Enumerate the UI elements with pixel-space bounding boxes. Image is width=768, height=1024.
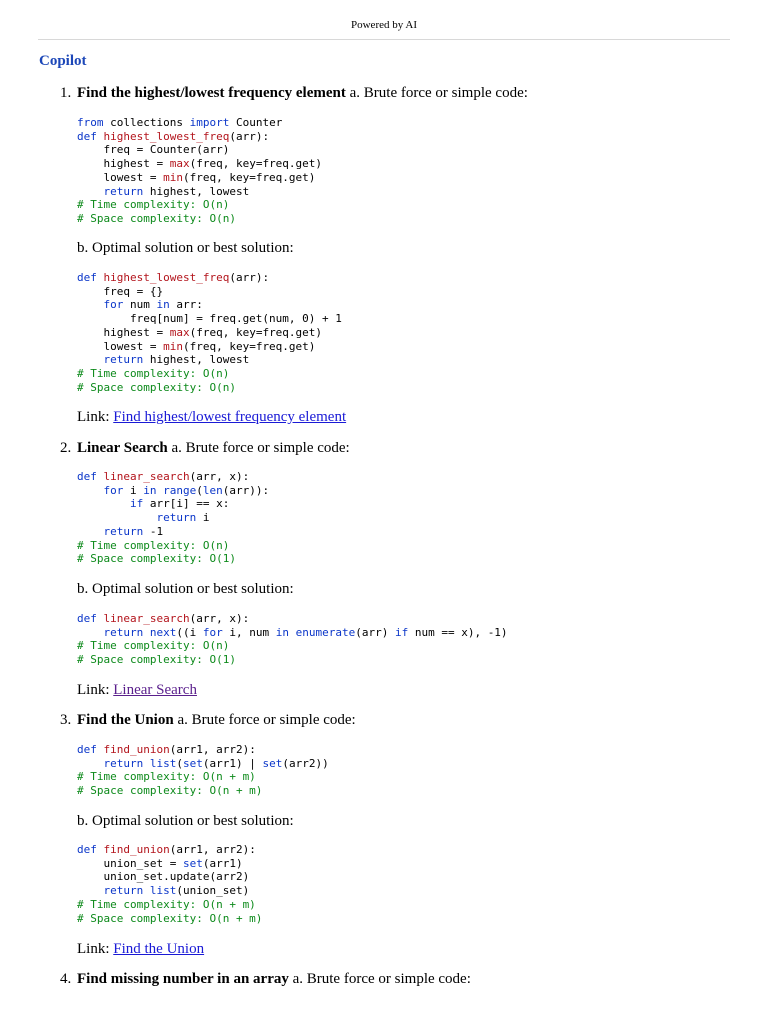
code-keyword: return: [156, 511, 197, 525]
brand-title: Copilot: [39, 53, 87, 69]
code-comment: # Space complexity: O(1): [77, 552, 236, 566]
code-text: freq = {}: [77, 284, 164, 298]
code-text: union_set.update(arr2): [77, 870, 250, 884]
code-keyword: def: [77, 612, 97, 625]
code-text: [143, 626, 150, 639]
item-title: Linear Search: [77, 440, 168, 456]
code-comment: # Space complexity: O(1): [77, 653, 236, 667]
code-keyword: in: [156, 298, 170, 312]
code-text: collections: [103, 116, 190, 129]
code-function: linear_search: [103, 612, 190, 625]
code-comment: # Time complexity: O(n + m): [77, 897, 256, 911]
item-4-heading: [60, 970, 471, 988]
code-text: [77, 484, 104, 497]
code-comment: # Space complexity: O(n + m): [77, 911, 263, 925]
code-text: [77, 185, 104, 198]
code-text: [97, 130, 104, 143]
code-keyword: import: [189, 116, 230, 129]
code-line: [77, 843, 256, 856]
code-keyword: list: [149, 884, 177, 898]
code-text: Counter: [229, 116, 283, 129]
code-line: [77, 340, 315, 353]
code-text: (freq, key=freq.get): [189, 157, 323, 171]
brute-force-label: a. Brute force or simple code:: [345, 85, 528, 101]
code-text: highest =: [77, 157, 170, 171]
code-line: [77, 367, 229, 380]
code-text: [97, 271, 104, 284]
code-line: [77, 912, 262, 925]
code-keyword: for: [103, 483, 124, 497]
code-keyword: return: [103, 884, 144, 898]
code-line: [77, 116, 282, 129]
code-block: [77, 470, 269, 566]
code-line: [77, 298, 203, 311]
code-text: [77, 757, 104, 770]
code-keyword: return: [103, 184, 144, 198]
code-line: [77, 353, 249, 366]
code-line: [77, 130, 269, 143]
code-text: [143, 884, 150, 897]
code-keyword: next: [149, 625, 177, 639]
code-text: (union_set): [176, 884, 250, 898]
code-line: [77, 497, 229, 510]
code-text: (freq, key=freq.get): [182, 170, 316, 184]
code-text: (: [196, 483, 203, 497]
code-text: -1: [143, 524, 164, 538]
code-function: min: [163, 339, 183, 353]
code-text: [97, 612, 104, 625]
code-text: (arr): [355, 625, 395, 639]
code-text: (arr2)): [282, 756, 329, 770]
code-line: [77, 198, 229, 211]
code-keyword: range: [163, 483, 197, 497]
code-keyword: set: [183, 756, 203, 770]
code-line: [77, 157, 322, 170]
brute-force-label: a. Brute force or simple code:: [288, 971, 471, 987]
code-keyword: return: [103, 353, 144, 367]
code-line: [77, 784, 262, 797]
code-keyword: set: [182, 856, 203, 870]
code-line: [77, 743, 256, 756]
code-text: [289, 626, 296, 639]
code-line: [77, 857, 243, 870]
link-line: [77, 408, 346, 426]
item-number: 1.: [60, 85, 72, 101]
code-line: [77, 552, 236, 565]
code-keyword: set: [262, 756, 283, 770]
code-line: [77, 143, 229, 156]
code-text: (arr):: [229, 271, 270, 284]
code-keyword: return: [103, 524, 144, 538]
code-line: [77, 171, 315, 184]
code-comment: # Time complexity: O(n): [77, 366, 230, 380]
code-keyword: def: [77, 843, 97, 856]
code-line: [77, 639, 229, 652]
brute-force-label: a. Brute force or simple code:: [173, 712, 356, 728]
code-comment: # Time complexity: O(n): [77, 538, 230, 552]
code-text: (arr)):: [222, 483, 270, 497]
code-text: highest, lowest: [143, 184, 250, 198]
code-text: (arr1, arr2):: [169, 743, 256, 756]
powered-by-text: Powered by AI: [351, 19, 417, 31]
optimal-label: b. Optimal solution or best solution:: [77, 813, 294, 829]
code-text: num == x), -1): [408, 625, 508, 639]
item-link[interactable]: Find highest/lowest frequency element: [113, 409, 347, 425]
optimal-label: b. Optimal solution or best solution:: [77, 240, 294, 256]
code-text: (arr1) |: [202, 756, 263, 770]
code-line: [77, 870, 249, 883]
code-keyword: from: [77, 116, 104, 129]
code-text: (freq, key=freq.get): [182, 339, 316, 353]
link-line: [77, 940, 204, 958]
code-line: [77, 484, 269, 497]
code-keyword: in: [275, 625, 289, 639]
code-keyword: in: [143, 483, 157, 497]
code-keyword: def: [77, 271, 97, 284]
code-text: [77, 626, 104, 639]
code-keyword: len: [202, 483, 223, 497]
code-line: [77, 381, 236, 394]
code-text: [143, 757, 150, 770]
code-text: [77, 298, 104, 311]
code-function: min: [163, 170, 183, 184]
code-block: [77, 843, 262, 925]
code-line: [77, 312, 342, 325]
code-comment: # Time complexity: O(n): [77, 198, 230, 212]
optimal-label: b. Optimal solution or best solution:: [77, 581, 294, 597]
item-number: 4.: [60, 971, 72, 987]
code-keyword: for: [103, 298, 124, 312]
link-line: [77, 681, 197, 699]
item-title: Find missing number in an array: [77, 971, 289, 987]
code-keyword: def: [77, 129, 97, 143]
code-line: [77, 653, 236, 666]
item-1-heading: [60, 84, 528, 102]
code-keyword: return: [103, 756, 144, 770]
item-number: 2.: [60, 440, 72, 456]
code-line: [77, 884, 249, 897]
code-line: [77, 470, 249, 483]
code-line: [77, 525, 163, 538]
code-keyword: enumerate: [295, 625, 356, 639]
code-text: [77, 353, 104, 366]
code-text: (arr):: [229, 129, 270, 143]
code-text: highest =: [77, 325, 170, 339]
code-keyword: list: [149, 756, 177, 770]
code-text: freq[num] = freq.get(num, 0) + 1: [77, 312, 342, 326]
code-line: [77, 326, 322, 339]
code-text: arr:: [169, 298, 203, 312]
item-title: Find the Union: [77, 712, 174, 728]
code-block: [77, 271, 342, 394]
code-keyword: if: [394, 625, 409, 639]
code-keyword: def: [77, 470, 97, 483]
code-comment: # Space complexity: O(n): [77, 380, 236, 394]
code-line: [77, 539, 229, 552]
item-title: Find the highest/lowest frequency element: [77, 85, 346, 101]
code-line: [77, 898, 256, 911]
code-function: highest_lowest_freq: [103, 271, 230, 284]
link-prefix: Link:: [77, 409, 114, 425]
code-comment: # Space complexity: O(n + m): [77, 784, 263, 798]
code-text: [77, 511, 156, 524]
code-block: [77, 743, 329, 798]
code-function: max: [169, 157, 190, 171]
code-text: (arr, x):: [189, 612, 250, 625]
code-function: find_union: [103, 843, 170, 856]
item-link[interactable]: Find the Union: [113, 941, 205, 957]
code-function: highest_lowest_freq: [103, 129, 230, 143]
code-line: [77, 271, 269, 284]
powered-by-banner: [38, 18, 730, 40]
code-comment: # Space complexity: O(n): [77, 211, 236, 225]
item-link[interactable]: Linear Search: [113, 682, 197, 698]
code-line: [77, 511, 209, 524]
code-function: max: [169, 325, 190, 339]
code-keyword: for: [202, 625, 223, 639]
link-prefix: Link:: [77, 941, 114, 957]
code-keyword: if: [129, 497, 144, 511]
code-text: [97, 743, 104, 756]
code-text: [97, 470, 104, 483]
code-line: [77, 612, 249, 625]
code-line: [77, 185, 249, 198]
code-text: i, num: [222, 625, 276, 639]
code-text: freq = Counter(arr): [77, 143, 230, 157]
code-line: [77, 285, 163, 298]
code-block: [77, 612, 508, 667]
code-function: find_union: [103, 743, 170, 756]
code-line: [77, 212, 236, 225]
code-text: union_set =: [77, 856, 183, 870]
brute-force-label: a. Brute force or simple code:: [167, 440, 350, 456]
code-line: [77, 757, 329, 770]
code-line: [77, 626, 508, 639]
code-comment: # Time complexity: O(n + m): [77, 770, 256, 784]
code-function: linear_search: [103, 470, 190, 483]
code-text: (arr, x):: [189, 470, 250, 483]
code-text: (arr1): [202, 856, 243, 870]
code-text: arr[i] == x:: [143, 497, 230, 511]
code-text: highest, lowest: [143, 353, 250, 367]
code-text: num: [123, 298, 157, 312]
code-block: [77, 116, 322, 226]
item-3-heading: [60, 711, 356, 729]
code-text: (freq, key=freq.get): [189, 325, 323, 339]
code-keyword: def: [77, 743, 97, 756]
code-line: [77, 770, 256, 783]
code-text: [97, 843, 104, 856]
code-text: [77, 497, 130, 510]
code-text: lowest =: [77, 170, 164, 184]
code-text: i: [196, 511, 210, 525]
code-text: ((i: [176, 625, 203, 639]
code-text: (: [176, 756, 183, 770]
item-number: 3.: [60, 712, 72, 728]
item-2-heading: [60, 439, 350, 457]
link-prefix: Link:: [77, 682, 114, 698]
code-text: (arr1, arr2):: [169, 843, 256, 856]
code-comment: # Time complexity: O(n): [77, 639, 230, 653]
code-text: [77, 525, 104, 538]
code-text: i: [123, 483, 144, 497]
code-text: [77, 884, 104, 897]
code-text: lowest =: [77, 339, 164, 353]
code-keyword: return: [103, 625, 144, 639]
